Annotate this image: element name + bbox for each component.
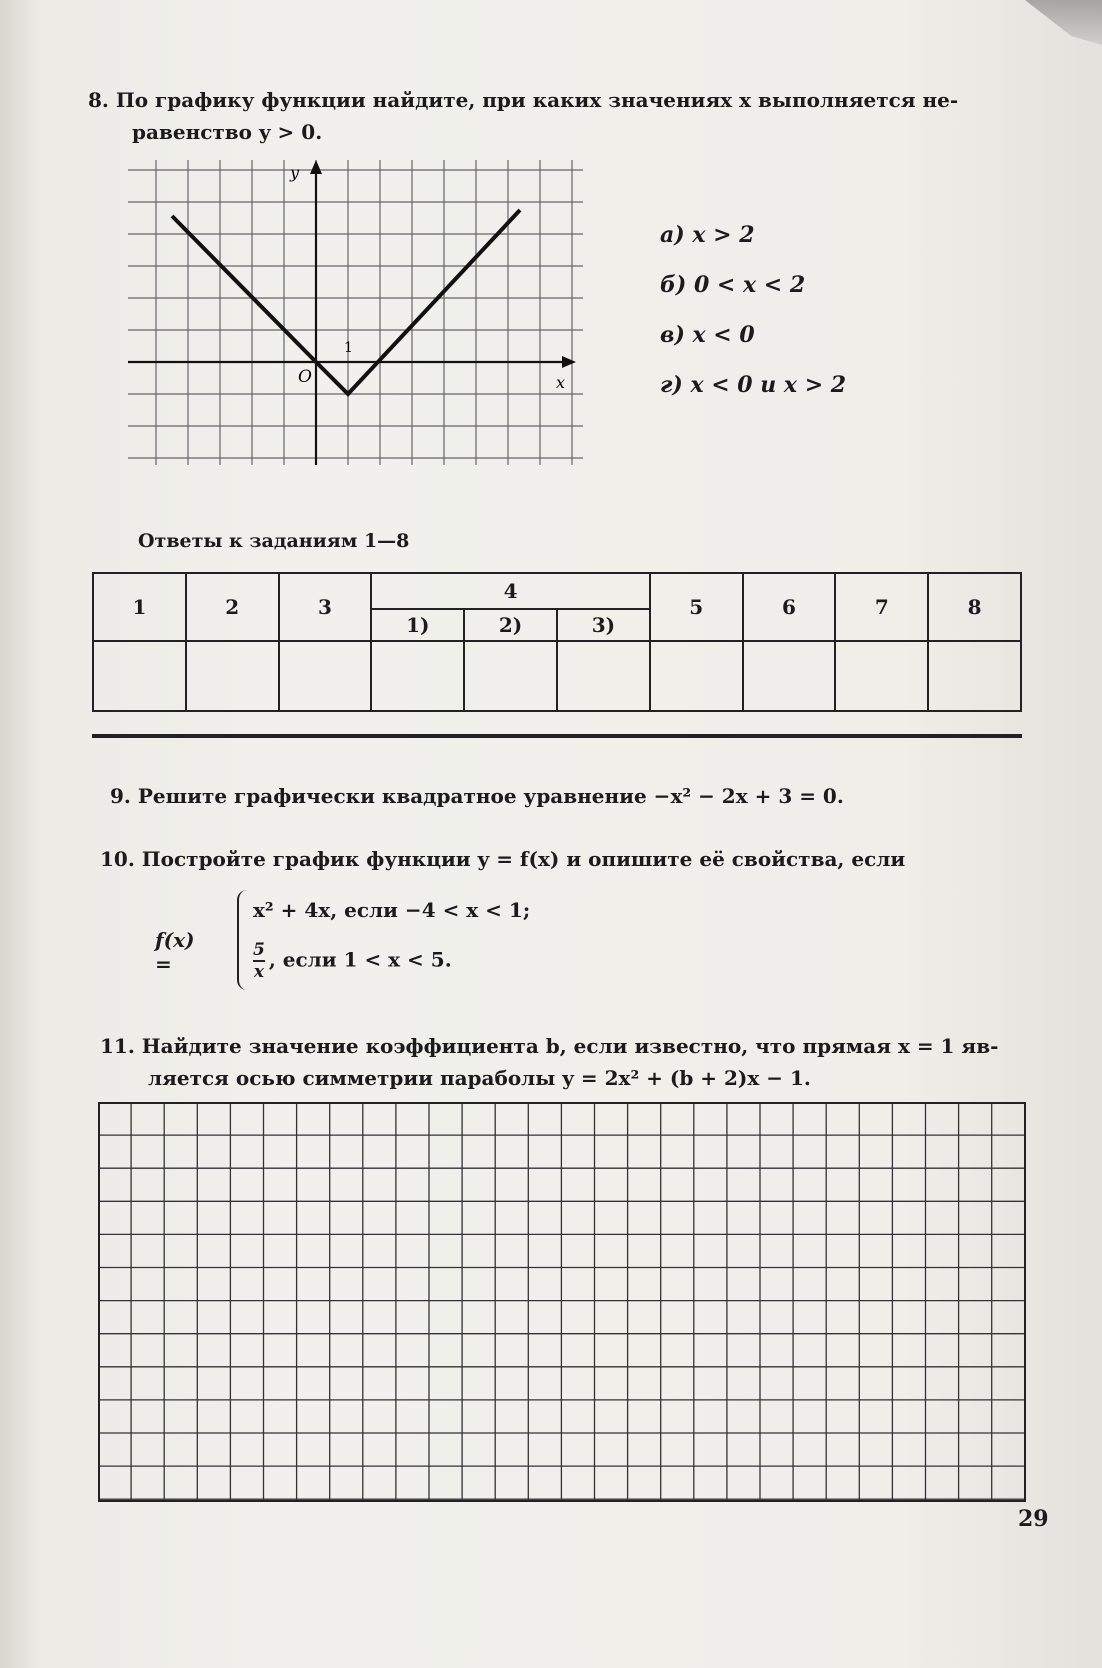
task-11-number: 11. bbox=[100, 1034, 135, 1058]
answer-cell-5[interactable] bbox=[650, 641, 743, 711]
task-8-number: 8. bbox=[88, 88, 109, 112]
task-11-text-line1: Найдите значение коэффициента b, если известно, что прямая x = 1 яв- bbox=[141, 1034, 999, 1058]
answer-header-8: 8 bbox=[928, 573, 1021, 641]
answers-table bbox=[92, 572, 1022, 712]
answer-header-4: 4 bbox=[371, 573, 649, 609]
task-8-text-line2: равенство y > 0. bbox=[132, 120, 323, 144]
piecewise-case-2 bbox=[253, 940, 452, 982]
answer-cell-4-1[interactable] bbox=[371, 641, 464, 711]
page-corner bbox=[1025, 0, 1102, 45]
answers-title: Ответы к заданиям 1—8 bbox=[138, 530, 410, 552]
y-axis-arrow-icon bbox=[310, 160, 322, 174]
page-number: 29 bbox=[1018, 1506, 1049, 1532]
option-a: а) x > 2 bbox=[660, 222, 755, 248]
task-9 bbox=[110, 780, 844, 812]
answer-header-7: 7 bbox=[835, 573, 928, 641]
task-8-options bbox=[660, 222, 846, 422]
option-b: б) 0 < x < 2 bbox=[660, 272, 806, 298]
answer-subheader-4-1: 1) bbox=[371, 609, 464, 641]
task-8 bbox=[88, 84, 1008, 148]
x-axis-arrow-icon bbox=[562, 356, 576, 368]
answer-cell-7[interactable] bbox=[835, 641, 928, 711]
answer-header-6: 6 bbox=[743, 573, 836, 641]
unit-label: 1 bbox=[344, 340, 353, 356]
fx-label: f(x) = bbox=[155, 928, 195, 976]
answer-grid[interactable] bbox=[98, 1102, 1026, 1502]
origin-label: O bbox=[298, 367, 312, 387]
piecewise-case-1: x² + 4x, если −4 < x < 1; bbox=[253, 898, 531, 922]
fraction-numerator: 5 bbox=[253, 940, 265, 960]
answer-subheader-4-2: 2) bbox=[464, 609, 557, 641]
answer-header-1: 1 bbox=[93, 573, 186, 641]
task-11-text-line2: ляется осью симметрии параболы y = 2x² + (b + 2)x − 1. bbox=[148, 1066, 811, 1090]
task-8-graph bbox=[128, 160, 588, 470]
task-10-number: 10. bbox=[100, 847, 135, 871]
answer-cell-1[interactable] bbox=[93, 641, 186, 711]
answer-header-2: 2 bbox=[186, 573, 279, 641]
brace-icon bbox=[237, 890, 249, 990]
fraction-5-over-x bbox=[253, 940, 265, 982]
task-8-text-line1: По графику функции найдите, при каких значениях x выполняется не- bbox=[115, 88, 959, 112]
answer-cell-8[interactable] bbox=[928, 641, 1021, 711]
section-divider bbox=[92, 734, 1022, 738]
task-9-text: Решите графически квадратное уравнение −x² − 2x + 3 = 0. bbox=[137, 784, 844, 808]
fraction-denominator: x bbox=[253, 962, 264, 982]
option-v: в) x < 0 bbox=[660, 322, 755, 348]
x-axis-label: x bbox=[556, 373, 566, 392]
answer-cell-2[interactable] bbox=[186, 641, 279, 711]
answer-header-3: 3 bbox=[279, 573, 372, 641]
graph-grid bbox=[128, 160, 583, 465]
task-10 bbox=[100, 843, 1025, 875]
answer-cell-3[interactable] bbox=[279, 641, 372, 711]
piecewise-case-2-condition: , если 1 < x < 5. bbox=[268, 947, 452, 972]
task-11 bbox=[100, 1030, 1025, 1094]
answer-cell-4-2[interactable] bbox=[464, 641, 557, 711]
task-9-number: 9. bbox=[110, 784, 131, 808]
answer-cell-4-3[interactable] bbox=[557, 641, 650, 711]
task-10-text: Постройте график функции y = f(x) и опишите её свойства, если bbox=[141, 847, 906, 871]
function-graph-line bbox=[172, 210, 520, 394]
answer-cell-6[interactable] bbox=[743, 641, 836, 711]
y-axis-label: y bbox=[290, 163, 300, 182]
answer-header-5: 5 bbox=[650, 573, 743, 641]
answer-subheader-4-3: 3) bbox=[557, 609, 650, 641]
option-g: г) x < 0 и x > 2 bbox=[660, 372, 847, 398]
